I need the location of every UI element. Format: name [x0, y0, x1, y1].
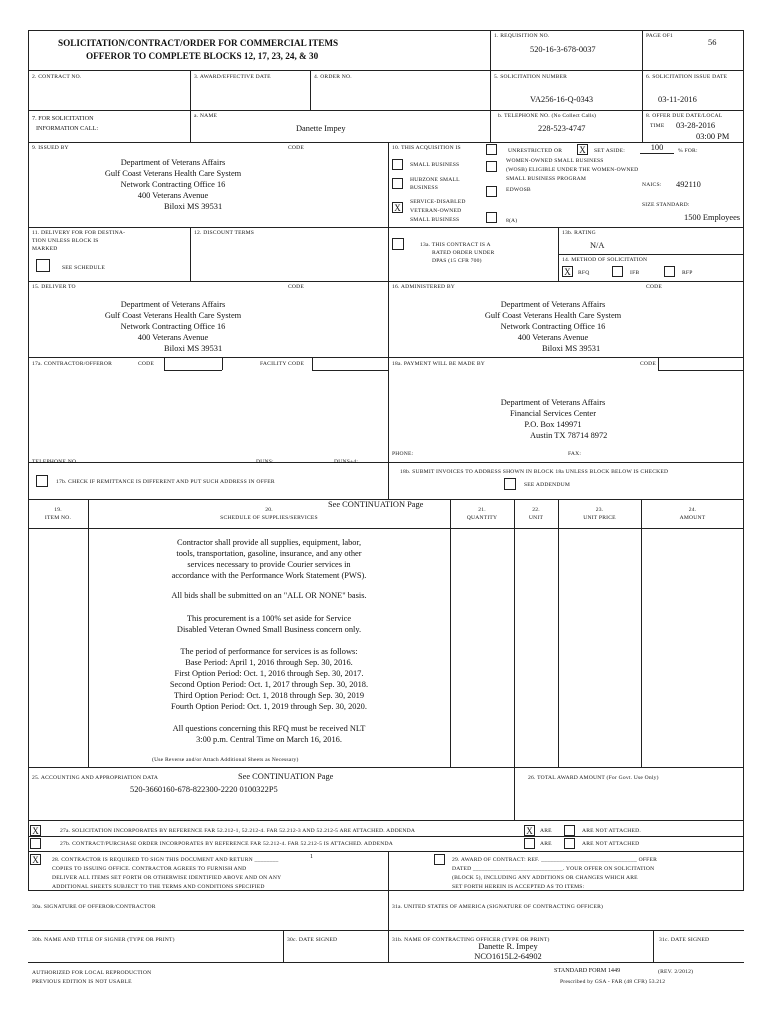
payment-city: Austin TX 78714 8972	[530, 431, 608, 440]
contact-phone: 228-523-4747	[538, 124, 586, 133]
set-aside-checkbox[interactable]: X	[577, 144, 588, 155]
solicitation-no-label: 5. SOLICITATION NUMBER	[494, 74, 568, 80]
delivery-label-2: TION UNLESS BLOCK IS	[32, 238, 99, 244]
clause-27b-label: 27b. CONTRACT/PURCHASE ORDER INCORPORATES BY REFERENCE FAR 52.212-4. FAR 52.212-5 IS ATTACHED. ADDENDA	[60, 841, 393, 847]
clause-28-copies: 1	[310, 853, 314, 860]
rated-order-label-3: DPAS (15 CFR 700)	[432, 258, 482, 264]
acquisition-label: 10. THIS ACQUISITION IS	[392, 145, 461, 151]
small-business-label: SMALL BUSINESS	[410, 162, 460, 168]
col-20-label: SCHEDULE OF SUPPLIES/SERVICES	[220, 515, 318, 521]
hubzone-label-2: BUSINESS	[410, 185, 439, 191]
clause-28-line-3: DELIVER ALL ITEMS SET FORTH OR OTHERWISE IDENTIFIED ABOVE AND ON ANY	[52, 875, 282, 881]
officer-name: Danette R. Impey	[478, 942, 538, 951]
rule-v-total	[514, 767, 515, 820]
issued-by-line-2: Gulf Coast Veterans Health Care System	[104, 169, 242, 178]
duns4-label: DUNS+4:	[334, 459, 359, 465]
set-aside-line-1: This procurement is a 100% set aside for Service	[186, 614, 352, 623]
clause-27a-checkbox[interactable]: X	[30, 825, 41, 836]
hubzone-checkbox[interactable]	[392, 178, 403, 189]
contractor-code-label: CODE	[138, 361, 155, 367]
offer-due-time: 03:00 PM	[696, 132, 730, 141]
period-line-1: The period of performance for services is as follows:	[180, 647, 358, 656]
rule-row25	[28, 767, 744, 768]
signer-name-label: 30b. NAME AND TITLE OF SIGNER (TYPE OR PRINT)	[32, 937, 175, 943]
payment-fax-label: FAX:	[568, 451, 582, 457]
award-date-label: 3. AWARD/EFFECTIVE DATE	[194, 74, 271, 80]
accounting-continuation: See CONTINUATION Page	[238, 772, 334, 781]
col-23-label: UNIT PRICE	[583, 515, 616, 521]
officer-date-label: 31c. DATE SIGNED	[659, 937, 710, 943]
edwosb-checkbox[interactable]	[486, 186, 497, 197]
footer-authorized: AUTHORIZED FOR LOCAL REPRODUCTION	[32, 970, 152, 976]
issue-date-value: 03-11-2016	[658, 95, 697, 104]
period-line-3: First Option Period: Oct. 1, 2016 through Sep. 30, 2017.	[174, 669, 364, 678]
payment-line-3: P.O. Box 149971	[524, 420, 582, 429]
border-right	[743, 30, 744, 890]
delivery-label-3: MARKED	[32, 246, 58, 252]
schedule-header-rule	[28, 528, 744, 529]
telephone-label: TELEPHONE NO.	[32, 459, 78, 465]
rfp-checkbox[interactable]	[664, 266, 675, 277]
requisition-value: 520-16-3-678-0037	[530, 45, 596, 54]
rfp-label: RFP	[682, 270, 693, 276]
rule-row11	[28, 227, 744, 228]
contractor-code-box-right	[222, 357, 223, 370]
deliver-to-label: 15. DELIVER TO	[32, 284, 76, 290]
col-22-num: 22.	[532, 507, 540, 513]
clause-27b-are-not-label: ARE NOT ATTACHED	[582, 841, 640, 847]
footer-previous-edition: PREVIOUS EDITION IS NOT USABLE	[32, 979, 132, 985]
sdvosb-label-3: SMALL BUSINESS	[410, 217, 460, 223]
deliver-to-line-1: Department of Veterans Affairs	[120, 300, 226, 309]
rated-order-checkbox[interactable]	[392, 238, 404, 250]
clause-28-line-4: ADDITIONAL SHEETS SUBJECT TO THE TERMS AND CONDITIONS SPECIFIED	[52, 884, 265, 890]
officer-name-label: 31b. NAME OF CONTRACTING OFFICER (TYPE OR PRINT)	[392, 937, 550, 943]
rule-row27a	[28, 820, 744, 821]
wosb-checkbox[interactable]	[486, 161, 497, 172]
unrestricted-label: UNRESTRICTED OR	[508, 148, 563, 154]
period-line-6: Fourth Option Period: Oct. 1, 2019 through Sep. 30, 2020.	[171, 702, 367, 711]
payment-code-label: CODE	[640, 361, 657, 367]
clause-27b-are-not-checkbox[interactable]	[564, 838, 575, 849]
clause-28-line-2: COPIES TO ISSUING OFFICE. CONTRACTOR AGREES TO FURNISH AND	[52, 866, 247, 872]
form-title-line1: SOLICITATION/CONTRACT/ORDER FOR COMMERCIAL ITEMS	[58, 38, 339, 48]
contact-name: Danette Impey	[296, 124, 346, 133]
rfq-checkbox[interactable]: X	[562, 266, 573, 277]
naics-value: 492110	[676, 180, 701, 189]
administered-by-city: Biloxi MS 39531	[542, 344, 601, 353]
rule-row27b	[28, 836, 744, 837]
clause-27b-are-label: ARE	[540, 841, 552, 847]
page-label: PAGE OF	[646, 33, 671, 39]
rule-v-30c	[283, 930, 284, 962]
scope-line-3: services necessary to provide Courier services in	[187, 560, 351, 569]
payment-code-box	[658, 357, 659, 370]
info-call-label-1: 7. FOR SOLICITATION	[32, 115, 94, 122]
col-19-label: ITEM NO.	[44, 515, 72, 521]
rule-row30	[28, 890, 744, 891]
size-standard-value: 1500 Employees	[684, 213, 741, 222]
clause-29-checkbox[interactable]	[434, 854, 445, 865]
offeror-signature-label: 30a. SIGNATURE OF OFFEROR/CONTRACTOR	[32, 904, 156, 910]
offer-due-date: 03-28-2016	[676, 121, 716, 130]
time-label: TIME	[650, 123, 665, 129]
delivery-label-1: 11. DELIVERY FOR FOB DESTINA-	[32, 230, 126, 236]
page-total: 56	[708, 38, 717, 47]
issued-by-line-1: Department of Veterans Affairs	[120, 158, 226, 167]
eight-a-checkbox[interactable]	[486, 212, 497, 223]
see-addendum-label: SEE ADDENDUM	[524, 482, 571, 488]
rating-value: N/A	[590, 241, 605, 250]
form-title-line2: OFFEROR TO COMPLETE BLOCKS 12, 17, 23, 24, & 30	[86, 51, 319, 61]
rated-order-label-1: 13a. THIS CONTRACT IS A	[420, 242, 491, 248]
form-name: STANDARD FORM 1449	[554, 967, 621, 974]
questions-line-1: All questions concerning this RFQ must be received NLT	[172, 724, 366, 733]
payment-label: 18a. PAYMENT WILL BE MADE BY	[392, 361, 486, 367]
sdvosb-label-1: SERVICE-DISABLED	[410, 199, 466, 205]
clause-27b-checkbox[interactable]	[30, 838, 41, 849]
clause-27a-are-not-label: ARE NOT ATTACHED.	[582, 828, 641, 834]
clause-28-line-1: 28. CONTRACTOR IS REQUIRED TO SIGN THIS DOCUMENT AND RETURN ________	[52, 857, 279, 863]
contractor-label: 17a. CONTRACTOR/OFFEROR	[32, 361, 113, 367]
scope-line-1: Contractor shall provide all supplies, equipment, labor,	[176, 538, 362, 547]
see-schedule-label: SEE SCHEDULE	[62, 265, 105, 271]
rule-v-col23	[641, 499, 642, 767]
administered-by-code-label: CODE	[646, 284, 663, 290]
offeror-date-label: 30c. DATE SIGNED	[287, 937, 338, 943]
schedule-continuation: See CONTINUATION Page	[328, 500, 424, 509]
rule-v-col22	[558, 499, 559, 767]
discount-terms-label: 12. DISCOUNT TERMS	[194, 230, 255, 236]
questions-line-2: 3:00 p.m. Central Time on March 16, 2016.	[196, 735, 342, 744]
accounting-value: 520-3660160-678-822300-2220 0100322P5	[130, 785, 278, 794]
payment-phone-label: PHONE:	[392, 451, 414, 457]
clause-29-line-1: 29. AWARD OF CONTRACT: REF. ________________________________ OFFER	[452, 857, 658, 863]
facility-code-field[interactable]	[312, 370, 388, 371]
clause-27a-are-not-checkbox[interactable]	[564, 825, 575, 836]
small-business-checkbox[interactable]	[392, 159, 403, 170]
clause-29-line-2: DATED ______________________________. YOUR OFFER ON SOLICITATION	[452, 866, 655, 872]
issued-by-code-label: CODE	[288, 145, 305, 151]
sdvosb-checkbox[interactable]: X	[392, 202, 403, 213]
officer-signature-label: 31a. UNITED STATES OF AMERICA (SIGNATURE OF CONTRACTING OFFICER)	[392, 904, 604, 910]
border-top	[28, 30, 744, 31]
scope-line-4: accordance with the Performance Work Statement (PWS).	[171, 571, 367, 580]
rule-v-col20	[450, 499, 451, 767]
method-label: 14. METHOD OF SOLICITATION	[562, 257, 648, 263]
submit-invoices-label: 18b. SUBMIT INVOICES TO ADDRESS SHOWN IN BLOCK 18a UNLESS BLOCK BELOW IS CHECKED	[400, 469, 669, 475]
name-label: a. NAME	[194, 113, 218, 119]
col-22-label: UNIT	[528, 515, 544, 521]
rule-row28	[28, 851, 744, 852]
naics-label: NAICS:	[642, 182, 662, 188]
deliver-to-line-4: 400 Veterans Avenue	[137, 333, 209, 342]
rule-row15	[28, 281, 744, 282]
order-no-label: 4. ORDER NO.	[314, 74, 352, 80]
rule-v-discount	[190, 227, 191, 281]
contractor-code-field[interactable]	[164, 370, 222, 371]
sf1449-form	[28, 30, 744, 990]
eight-a-label: 8(A)	[506, 218, 518, 224]
set-aside-line-2: Disabled Veteran Owned Small Business concern only.	[176, 625, 362, 634]
rfq-label: RFQ	[578, 270, 590, 276]
reverse-note: (Use Reverse and/or Attach Additional Sheets as Necessary)	[152, 757, 299, 763]
rule-v-acq	[388, 142, 389, 282]
rated-order-label-2: RATED ORDER UNDER	[432, 250, 495, 256]
rule-v-due	[642, 110, 643, 142]
administered-by-line-4: 400 Veterans Avenue	[517, 333, 589, 342]
wosb-label-3: SMALL BUSINESS PROGRAM	[506, 176, 587, 182]
col-21-label: QUANTITY	[466, 515, 498, 521]
scope-line-2: tools, transportation, gasoline, insurance, and any other	[176, 549, 362, 558]
issued-by-city: Biloxi MS 39531	[164, 202, 223, 211]
period-line-4: Second Option Period: Oct. 1, 2017 through Sep. 30, 2018.	[169, 680, 369, 689]
rule-row7	[28, 110, 744, 111]
issue-date-label: 6. SOLICITATION ISSUE DATE	[646, 74, 728, 80]
deliver-to-code-label: CODE	[288, 284, 305, 290]
set-aside-percent: 100	[650, 143, 664, 152]
rule-v-page	[642, 30, 643, 110]
rule-row9	[28, 142, 744, 143]
payment-line-2: Financial Services Center	[509, 409, 597, 418]
clause-27b-are-checkbox[interactable]	[524, 838, 535, 849]
contract-no-label: 2. CONTRACT NO.	[32, 74, 82, 80]
see-schedule-checkbox[interactable]	[36, 259, 50, 272]
rule-row17b	[28, 462, 744, 463]
administered-by-line-3: Network Contracting Office 16	[500, 322, 606, 331]
requisition-label: 1. REQUISITION NO.	[494, 33, 550, 39]
rule-row30b	[28, 930, 744, 931]
facility-code-box	[312, 357, 313, 370]
col-21-num: 21.	[478, 507, 486, 513]
issued-by-line-4: 400 Veterans Avenue	[137, 191, 209, 200]
accounting-label: 25. ACCOUNTING AND APPROPRIATION DATA	[32, 775, 159, 781]
deliver-to-line-2: Gulf Coast Veterans Health Care System	[104, 311, 242, 320]
col-24-label: AMOUNT	[679, 515, 706, 521]
rule-v-award	[190, 70, 191, 142]
wosb-label-1: WOMEN-OWNED SMALL BUSINESS	[506, 158, 604, 164]
form-revision: (REV. 2/2012)	[658, 969, 694, 975]
rule-row17	[28, 357, 744, 358]
info-call-label-2: INFORMATION CALL:	[36, 125, 99, 132]
deliver-to-line-3: Network Contracting Office 16	[120, 322, 226, 331]
set-aside-label: SET ASIDE:	[594, 148, 625, 154]
due-date-label: 8. OFFER DUE DATE/LOCAL	[646, 113, 723, 119]
rule-v-sig	[388, 851, 389, 962]
col-24-num: 24.	[688, 507, 697, 513]
total-award-label: 26. TOTAL AWARD AMOUNT (For Govt. Use Only)	[528, 775, 659, 781]
edwosb-label: EDWOSB	[506, 187, 531, 193]
rule-bottom	[28, 962, 744, 963]
period-line-5: Third Option Period: Oct. 1, 2018 through Sep. 30, 2019	[173, 691, 365, 700]
col-19-num: 19.	[54, 507, 62, 513]
col-23-num: 23.	[595, 507, 604, 513]
rule-v-sol	[490, 70, 491, 142]
border-left	[28, 30, 29, 890]
duns-label: DUNS:	[256, 459, 274, 465]
rating-label: 13b. RATING	[562, 230, 596, 236]
clause-27a-are-label: ARE	[540, 828, 552, 834]
hubzone-label-1: HUBZONE SMALL	[410, 177, 460, 183]
contractor-code-box	[164, 357, 165, 370]
issued-by-line-3: Network Contracting Office 16	[120, 180, 226, 189]
rule-v-req	[490, 30, 491, 70]
rule-v-deliver	[388, 281, 389, 499]
unrestricted-checkbox[interactable]	[486, 144, 497, 155]
wosb-label-2: (WOSB) ELIGIBLE UNDER THE WOMEN-OWNED	[506, 167, 639, 173]
administered-by-line-1: Department of Veterans Affairs	[500, 300, 606, 309]
officer-id: NCO1615L2-64902	[474, 952, 542, 961]
clause-27a-are-checkbox[interactable]: X	[524, 825, 535, 836]
facility-code-label: FACILITY CODE	[260, 361, 305, 367]
clause-28-checkbox[interactable]: X	[30, 854, 41, 865]
payment-line-1: Department of Veterans Affairs	[500, 398, 606, 407]
rule-v-col21	[514, 499, 515, 767]
form-prescribed: Prescribed by GSA - FAR (48 CFR) 53.212	[560, 979, 666, 985]
sdvosb-label-2: VETERAN-OWNED	[410, 208, 462, 214]
all-or-none-line: All bids shall be submitted on an "ALL OR NONE" basis.	[171, 591, 367, 600]
see-addendum-checkbox[interactable]	[504, 478, 516, 490]
ifb-checkbox[interactable]	[612, 266, 623, 277]
rule-row2	[28, 70, 744, 71]
phone-label: b. TELEPHONE NO. (No Collect Calls)	[498, 113, 597, 119]
page-current: 1	[670, 33, 673, 39]
period-line-2: Base Period: April 1, 2016 through Sep. 30, 2016.	[185, 658, 353, 667]
col-20-num: 20.	[265, 507, 273, 513]
deliver-to-city: Biloxi MS 39531	[164, 344, 223, 353]
rule-v-order	[310, 70, 311, 110]
clause-29-line-4: SET FORTH HEREIN IS ACCEPTED AS TO ITEMS:	[452, 884, 585, 890]
solicitation-no-value: VA256-16-Q-0343	[530, 95, 594, 104]
remittance-label: 17b. CHECK IF REMITTANCE IS DIFFERENT AND PUT SUCH ADDRESS IN OFFER	[56, 479, 275, 485]
percent-for-label: % FOR:	[678, 148, 698, 154]
clause-29-line-3: (BLOCK 5), INCLUDING ANY ADDITIONS OR CHANGES WHICH ARE	[452, 875, 638, 881]
administered-by-line-2: Gulf Coast Veterans Health Care System	[484, 311, 622, 320]
payment-code-field[interactable]	[658, 370, 744, 371]
rule-h-method	[558, 254, 744, 255]
issued-by-label: 9. ISSUED BY	[32, 145, 69, 151]
clause-27a-label: 27a. SOLICITATION INCORPORATES BY REFERENCE FAR 52.212-1, 52.212-4. FAR 52.212-3 AND 52.212-5 ARE ATTACHED. ADDENDA	[60, 828, 416, 834]
rule-v-31c	[653, 930, 654, 962]
administered-by-label: 16. ADMINISTERED BY	[392, 284, 456, 290]
size-standard-label: SIZE STANDARD:	[642, 202, 690, 208]
remittance-checkbox[interactable]	[36, 475, 48, 487]
ifb-label: IFB	[630, 270, 640, 276]
